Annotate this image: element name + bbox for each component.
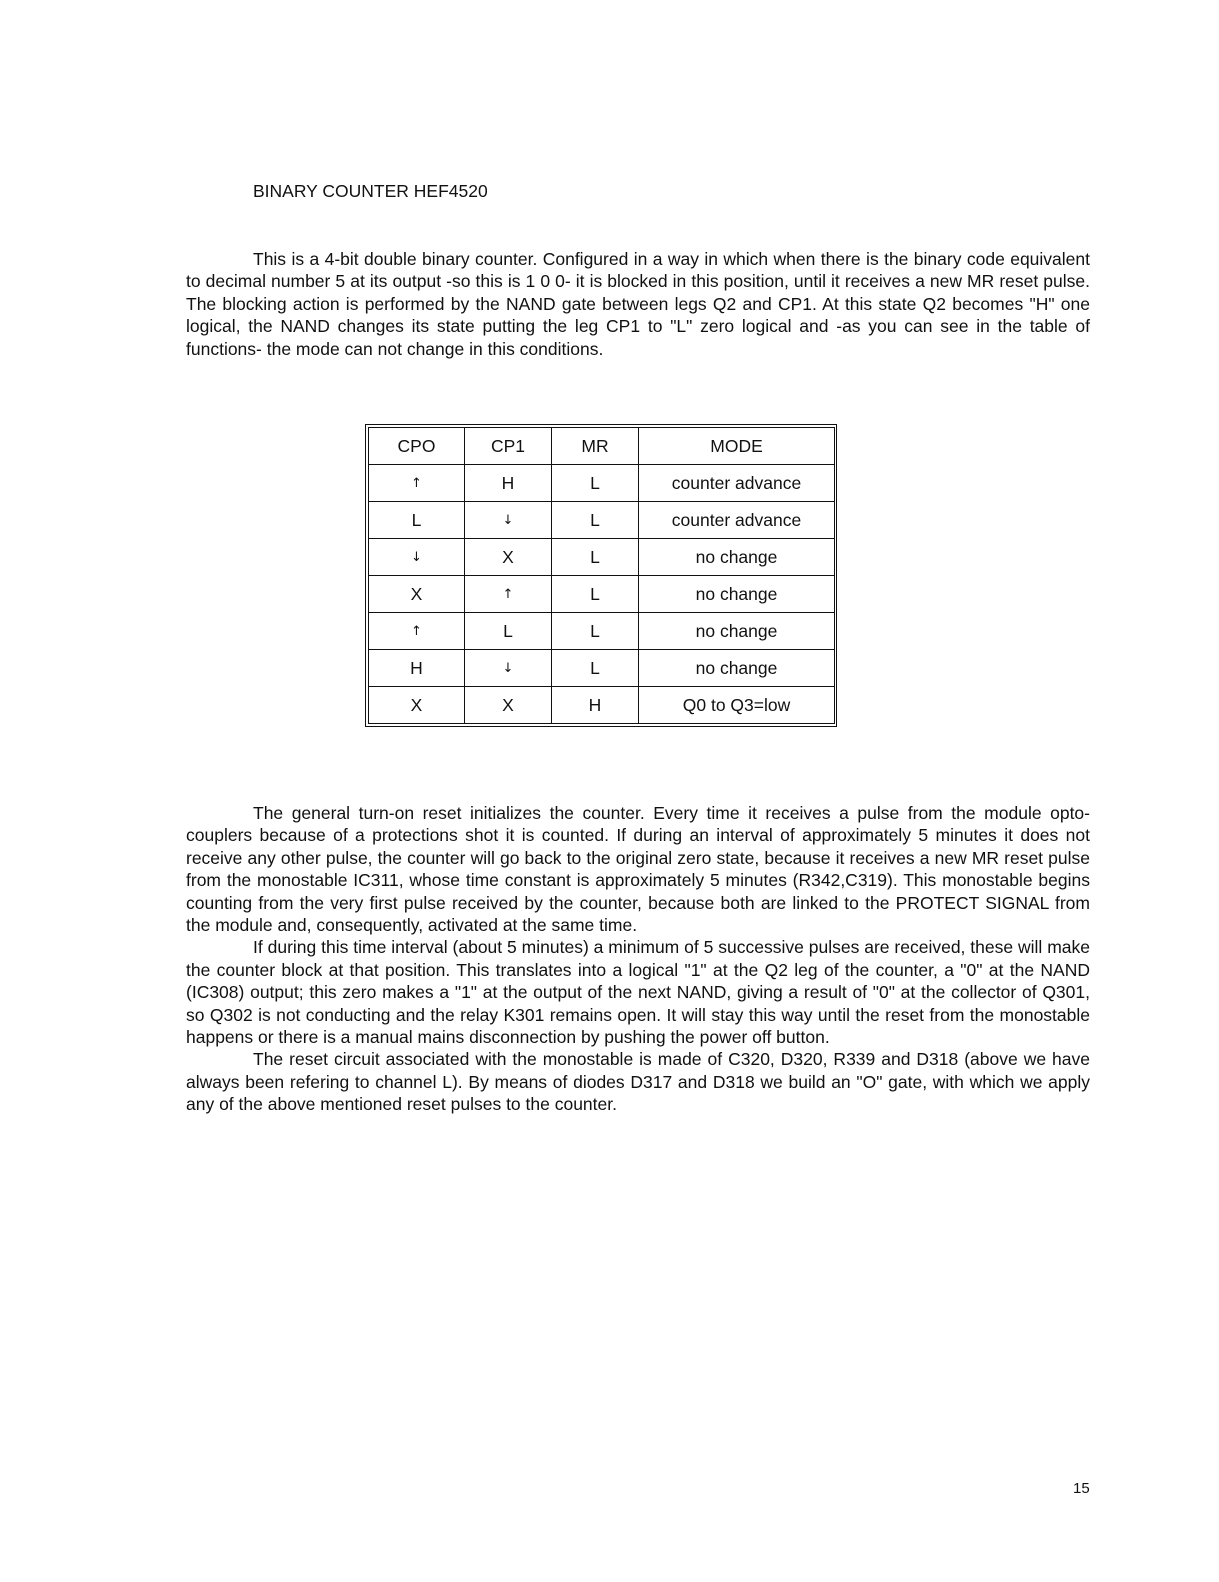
table-row bbox=[369, 576, 835, 613]
cell-mode: no change bbox=[639, 539, 835, 576]
cell-mode: Q0 to Q3=low bbox=[639, 687, 835, 724]
cell-mode: no change bbox=[639, 613, 835, 650]
table-row bbox=[369, 687, 835, 724]
cell-mr: L bbox=[552, 650, 639, 687]
cell-cpo: X bbox=[369, 687, 465, 724]
cell-cp1: H bbox=[465, 465, 552, 502]
cell-cp1: ↓ bbox=[465, 650, 552, 687]
table-row bbox=[369, 613, 835, 650]
cell-cp1: L bbox=[465, 613, 552, 650]
cell-mr: L bbox=[552, 539, 639, 576]
cell-cp1: ↑ bbox=[465, 576, 552, 613]
cell-cp1: ↓ bbox=[465, 502, 552, 539]
body-text-block bbox=[186, 802, 1090, 1116]
intro-text-block bbox=[186, 248, 1090, 360]
table-row bbox=[369, 539, 835, 576]
function-table bbox=[368, 427, 835, 724]
paragraph-intro: This is a 4-bit double binary counter. Configured in a way in which when there is the binary code equivalent to decimal number 5 at its output -so this is 1 0 0- it is blocked in this position, until it receives a new MR reset pulse. The blocking action is performed by the NAND gate between legs Q2 and CP1. At this state Q2 becomes "H" one logical, the NAND changes its state putting the leg CP1 to "L" zero logical and -as you can see in the table of functions- the mode can not change in this conditions. bbox=[186, 249, 1090, 359]
cell-cp1: X bbox=[465, 539, 552, 576]
paragraph-reset-circuit: The reset circuit associated with the monostable is made of C320, D320, R339 and D318 (above we have always been refering to channel L). By means of diodes D317 and D318 we build an "O" gate, with which we apply any of the above mentioned reset pulses to the counter. bbox=[186, 1049, 1090, 1115]
cell-cpo: ↑ bbox=[369, 465, 465, 502]
cell-mr: L bbox=[552, 576, 639, 613]
cell-mode: no change bbox=[639, 576, 835, 613]
header-cpo: CPO bbox=[369, 428, 465, 465]
section-heading: BINARY COUNTER HEF4520 bbox=[253, 181, 488, 201]
paragraph-counter-block: If during this time interval (about 5 minutes) a minimum of 5 successive pulses are received, these will make the counter block at that position. This translates into a logical "1" at the Q2 leg of the counter, a "0" at the NAND (IC308) output; this zero makes a "1" at the output of the next NAND, giving a result of "0" at the collector of Q301, so Q302 is not conducting and the relay K301 remains open. It will stay this way until the reset from the monostable happens or there is a manual mains disconnection by pushing the power off button. bbox=[186, 937, 1090, 1048]
cell-mr: L bbox=[552, 502, 639, 539]
cell-mr: H bbox=[552, 687, 639, 724]
table-row bbox=[369, 465, 835, 502]
cell-cpo: X bbox=[369, 576, 465, 613]
header-mr: MR bbox=[552, 428, 639, 465]
header-cp1: CP1 bbox=[465, 428, 552, 465]
table-header-row bbox=[369, 428, 835, 465]
cell-cpo: ↓ bbox=[369, 539, 465, 576]
cell-mode: counter advance bbox=[639, 502, 835, 539]
cell-cpo: ↑ bbox=[369, 613, 465, 650]
cell-cpo: H bbox=[369, 650, 465, 687]
cell-mr: L bbox=[552, 465, 639, 502]
header-mode: MODE bbox=[639, 428, 835, 465]
cell-mr: L bbox=[552, 613, 639, 650]
table-row bbox=[369, 650, 835, 687]
paragraph-reset-init: The general turn-on reset initializes the counter. Every time it receives a pulse from the module opto-couplers because of a protections shot it is counted. If during an interval of approximately 5 minutes it does not receive any other pulse, the counter will go back to the original zero state, because it receives a new MR reset pulse from the monostable IC311, whose time constant is approximately 5 minutes (R342,C319). This monostable begins counting from the very first pulse received by the counter, because both are linked to the PROTECT SIGNAL from the module and, consequently, activated at the same time. bbox=[186, 803, 1090, 936]
page-number: 15 bbox=[1073, 1480, 1090, 1497]
cell-cpo: L bbox=[369, 502, 465, 539]
cell-mode: no change bbox=[639, 650, 835, 687]
function-table-frame bbox=[365, 424, 837, 727]
table-row bbox=[369, 502, 835, 539]
cell-cp1: X bbox=[465, 687, 552, 724]
cell-mode: counter advance bbox=[639, 465, 835, 502]
